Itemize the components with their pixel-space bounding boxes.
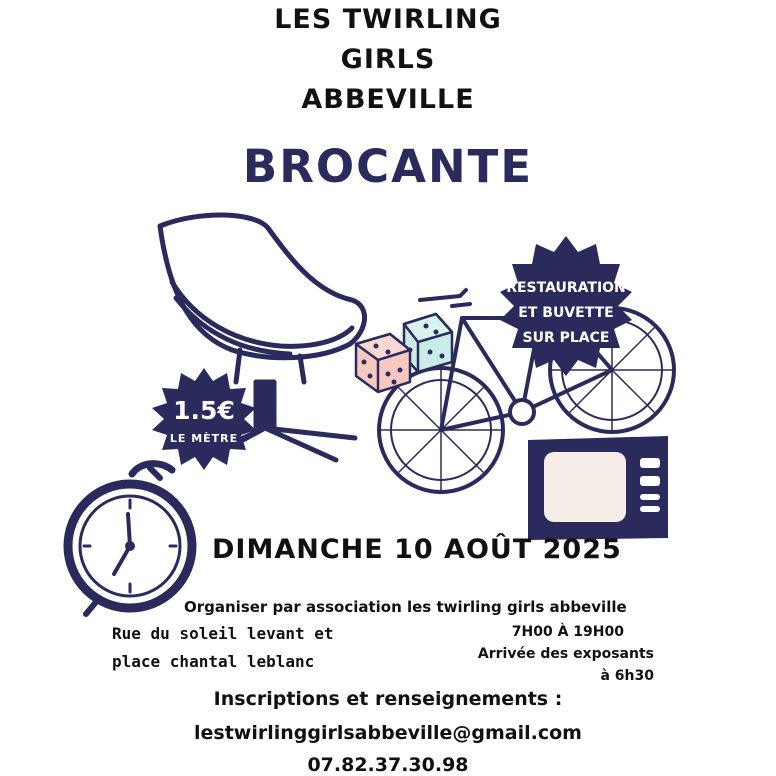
food-line-1: RESTAURATION <box>506 280 626 296</box>
tv-icon <box>528 436 668 540</box>
contact-heading: Inscriptions et renseignements : <box>213 688 563 710</box>
address-line-2: place chantal leblanc <box>112 652 315 671</box>
exhibitor-arrival-time: à 6h30 <box>600 668 654 684</box>
price-value: 1.5€ <box>173 396 235 425</box>
organiser-text: Organiser par association les twirling girls abbeville <box>184 598 627 616</box>
address-line-1: Rue du soleil levant et <box>112 624 334 643</box>
contact-email: lestwirlinggirlsabbeville@gmail.com <box>194 722 582 744</box>
event-type-heading: BROCANTE <box>242 140 534 193</box>
title-line-1: LES TWIRLING <box>274 4 502 35</box>
food-line-2: ET BUVETTE <box>518 305 614 321</box>
price-unit: LE MÈTRE <box>169 432 239 445</box>
food-badge-text <box>488 276 644 351</box>
exhibitor-arrival-label: Arrivée des exposants <box>477 646 654 662</box>
event-date: DIMANCHE 10 AOÛT 2025 <box>212 534 622 565</box>
alarm-clock-icon <box>68 464 192 614</box>
contact-phone: 07.82.37.30.98 <box>307 754 469 776</box>
title-line-3: ABBEVILLE <box>301 84 475 115</box>
opening-hours: 7H00 À 19H00 <box>511 624 624 640</box>
title-line-2: GIRLS <box>340 44 436 75</box>
food-line-3: SUR PLACE <box>522 330 610 346</box>
